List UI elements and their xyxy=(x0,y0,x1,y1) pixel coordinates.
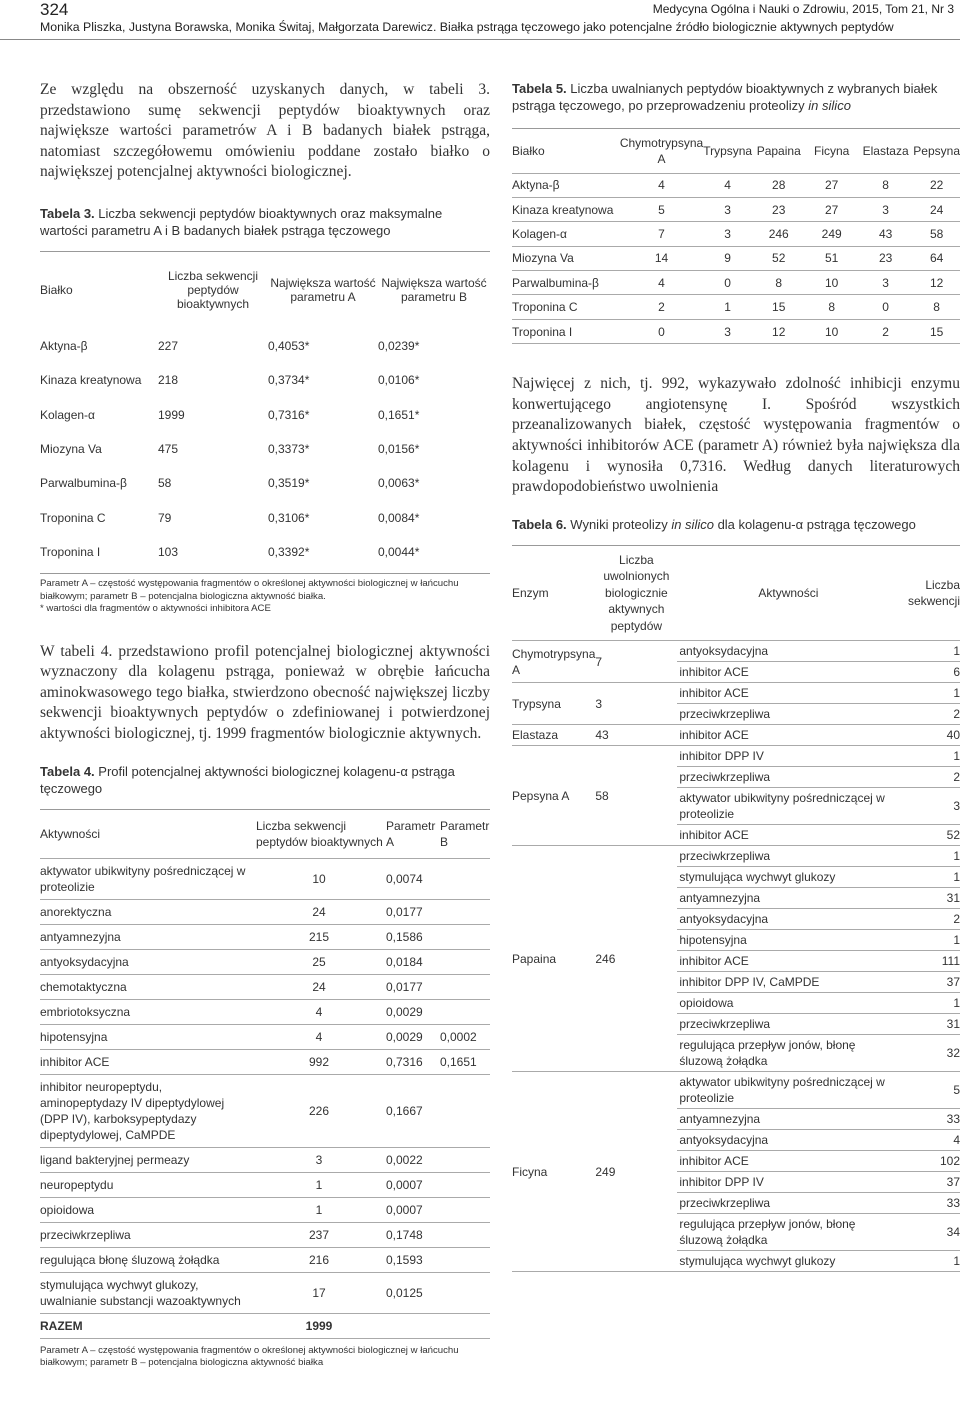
table-5 xyxy=(512,129,960,344)
t5-cell: 4 xyxy=(620,271,703,295)
t3-cell: 0,0106* xyxy=(378,373,420,388)
t6-activity: regulująca przepływ jonów, błonę śluzową żołądka xyxy=(677,1214,899,1251)
t6-seq-count: 1 xyxy=(899,641,960,662)
t3-cell: 0,0044* xyxy=(378,544,420,559)
t4-cell: 0,0184 xyxy=(386,949,440,974)
t5-header-ficin: Ficyna xyxy=(805,129,858,173)
table4-caption xyxy=(40,763,490,797)
left-column xyxy=(40,80,490,1370)
t6-activity: inhibitor ACE xyxy=(677,1151,899,1172)
table-row xyxy=(40,398,490,432)
t4-cell: aktywator ubikwityny pośredniczącej w proteolizie xyxy=(40,858,252,899)
t6-activity: inhibitor ACE xyxy=(677,683,899,704)
t6-activity: przeciwkrzepliwa xyxy=(677,1193,899,1214)
t4-cell: 4 xyxy=(252,1024,386,1049)
t4-cell: 0,0125 xyxy=(386,1272,440,1313)
t6-seq-count: 111 xyxy=(899,951,960,972)
t6-activity: regulująca przepływ jonów, błonę śluzową żołądka xyxy=(677,1035,899,1072)
t4-cell: 216 xyxy=(252,1247,386,1272)
t3-header-b: Największa wartość parametru B xyxy=(381,276,487,305)
t6-seq-count: 1 xyxy=(899,846,960,867)
t4-cell: neuropeptydu xyxy=(40,1172,252,1197)
t6-seq-count: 2 xyxy=(899,704,960,725)
t5-cell: 9 xyxy=(703,246,752,270)
t4-cell: 24 xyxy=(252,899,386,924)
t5-cell: 8 xyxy=(752,271,805,295)
t4-cell xyxy=(440,999,490,1024)
table-row xyxy=(40,535,490,569)
t6-count: 3 xyxy=(595,683,677,725)
table-row xyxy=(40,949,490,974)
t3-cell: 0,3373* xyxy=(268,442,310,456)
paragraph-table4-intro: W tabeli 4. przedstawiono profil potencjalnej biologicznej aktywności wyznaczony dla kolagenu pstrąga, ponieważ w obrębie łańcucha aminokwasowego tego białka, stwierdzono obecność największej liczby sekwencji bioaktywnych peptydów o zdefiniowanej i potwierdzonej aktywności biologicznej, tj. 1999 fragmentów biologicznie aktywnych. xyxy=(40,642,490,742)
t3-cell: 0,0156* xyxy=(378,442,420,456)
t6-seq-count: 33 xyxy=(899,1193,960,1214)
t6-seq-count: 1 xyxy=(899,746,960,767)
t6-enzyme: Chymotrypsyna A xyxy=(512,641,595,683)
t4-cell xyxy=(440,949,490,974)
table-row xyxy=(40,899,490,924)
t6-enzyme: Elastaza xyxy=(512,725,595,746)
t3-header-a: Największa wartość parametru A xyxy=(270,276,376,305)
t3-cell: 0,3519* xyxy=(268,476,310,491)
t6-activity: przeciwkrzepliwa xyxy=(677,704,899,725)
t4-cell: 0,1586 xyxy=(386,924,440,949)
t5-cell: 14 xyxy=(620,246,703,270)
t6-activity: stymulująca wychwyt glukozy xyxy=(677,867,899,888)
t3-cell: Miozyna Va xyxy=(40,442,102,456)
t3-cell: 1999 xyxy=(158,407,185,422)
t6-header-count: Liczba uwolnionych biologicznie aktywnych peptydów xyxy=(595,546,677,641)
t4-cell xyxy=(440,1074,490,1147)
t4-cell xyxy=(440,974,490,999)
t3-cell: 0,3106* xyxy=(268,510,310,525)
t4-cell: 0,1593 xyxy=(386,1247,440,1272)
t5-cell: Kolagen-α xyxy=(512,222,620,246)
table4-note: Parametr A – częstość występowania fragmentów o określonej aktywności biologicznej w łańcuchu białkowym; parametr B – potencjalna biologiczna aktywność białka xyxy=(40,1344,459,1369)
t4-cell: 0,0002 xyxy=(440,1024,490,1049)
table6-label: Tabela 6. xyxy=(512,516,567,532)
t6-seq-count: 40 xyxy=(899,725,960,746)
t6-enzyme: Papaina xyxy=(512,846,595,1072)
t4-cell: anorektyczna xyxy=(40,899,252,924)
t6-seq-count: 33 xyxy=(899,1109,960,1130)
t4-cell: 992 xyxy=(252,1049,386,1074)
t3-cell: 0,7316* xyxy=(268,407,310,422)
t5-cell: 2 xyxy=(620,295,703,319)
t3-cell: 0,4053* xyxy=(268,339,310,354)
t5-cell: 246 xyxy=(752,222,805,246)
table5-caption xyxy=(512,80,960,114)
t4-cell: 0,1667 xyxy=(386,1074,440,1147)
table-row xyxy=(512,1072,960,1109)
table-row xyxy=(40,999,490,1024)
table-row xyxy=(40,500,490,534)
t6-count: 58 xyxy=(595,746,677,846)
table-row xyxy=(512,846,960,867)
t5-cell: 3 xyxy=(858,271,913,295)
t5-cell: Kinaza kreatynowa xyxy=(512,197,620,221)
t6-activity: stymulująca wychwyt glukozy xyxy=(677,1251,899,1272)
t5-cell: Parwalbumina-β xyxy=(512,271,620,295)
t4-cell: 1 xyxy=(252,1197,386,1222)
table-row xyxy=(40,466,490,500)
t6-activity: przeciwkrzepliwa xyxy=(677,1014,899,1035)
t4-cell: 10 xyxy=(252,858,386,899)
t4-cell: hipotensyjna xyxy=(40,1024,252,1049)
t4-cell: 0,0074 xyxy=(386,858,440,899)
t5-cell: 0 xyxy=(858,295,913,319)
t5-cell: 12 xyxy=(913,271,960,295)
t5-cell: 8 xyxy=(805,295,858,319)
t5-cell: 0 xyxy=(620,319,703,343)
page-number: 324 xyxy=(40,0,69,19)
t5-cell: 43 xyxy=(858,222,913,246)
t5-header-elastase: Elastaza xyxy=(858,129,913,173)
t6-seq-count: 34 xyxy=(899,1214,960,1251)
table-3 xyxy=(40,252,490,569)
t5-cell: Aktyna-β xyxy=(512,173,620,197)
t5-cell: 10 xyxy=(805,319,858,343)
table-row xyxy=(40,1197,490,1222)
t5-header-papain: Papaina xyxy=(752,129,805,173)
table-row xyxy=(512,641,960,662)
t6-count: 43 xyxy=(595,725,677,746)
t6-count: 249 xyxy=(595,1072,677,1272)
t6-seq-count: 31 xyxy=(899,1014,960,1035)
t5-cell: 2 xyxy=(858,319,913,343)
t5-cell: 28 xyxy=(752,173,805,197)
t6-activity: aktywator ubikwityny pośredniczącej w proteolizie xyxy=(677,788,899,825)
t6-seq-count: 2 xyxy=(899,909,960,930)
t4-cell: 0,0177 xyxy=(386,974,440,999)
t6-seq-count: 37 xyxy=(899,1172,960,1193)
t5-cell: 0 xyxy=(703,271,752,295)
t4-cell: 17 xyxy=(252,1272,386,1313)
t4-cell: ligand bakteryjnej permeazy xyxy=(40,1147,252,1172)
table-row xyxy=(40,974,490,999)
t4-cell: 0,0007 xyxy=(386,1172,440,1197)
t4-cell xyxy=(440,1172,490,1197)
t4-cell: 24 xyxy=(252,974,386,999)
table-row xyxy=(40,363,490,397)
table-4 xyxy=(40,810,490,1339)
t3-cell: 0,1651* xyxy=(378,407,420,422)
t6-activity: inhibitor DPP IV xyxy=(677,1172,899,1193)
table-row xyxy=(40,1024,490,1049)
t5-cell: 7 xyxy=(620,222,703,246)
t6-activity: przeciwkrzepliwa xyxy=(677,846,899,867)
t3-header-count: Liczba sekwencji peptydów bioaktywnych xyxy=(167,269,259,312)
t4-cell xyxy=(440,1147,490,1172)
t4-total-label: RAZEM xyxy=(40,1313,252,1338)
t5-cell: Troponina I xyxy=(512,319,620,343)
t5-cell: 58 xyxy=(913,222,960,246)
table5-label: Tabela 5. xyxy=(512,81,567,96)
t4-cell: opioidowa xyxy=(40,1197,252,1222)
table3-caption xyxy=(40,205,490,239)
table3-label: Tabela 3. xyxy=(40,205,95,221)
t4-total-value: 1999 xyxy=(252,1313,386,1338)
t3-cell: Troponina C xyxy=(40,510,106,525)
t3-cell: 103 xyxy=(158,544,179,559)
journal-title: Medycyna Ogólna i Nauki o Zdrowiu, 2015, Tom 21, Nr 3 xyxy=(652,2,954,16)
t6-activity: inhibitor ACE xyxy=(677,951,899,972)
t6-seq-count: 6 xyxy=(899,662,960,683)
t5-cell: 8 xyxy=(858,173,913,197)
t3-cell: 227 xyxy=(158,339,179,354)
t3-cell: Parwalbumina-β xyxy=(40,476,127,491)
t6-activity: antyamnezyjna xyxy=(677,1109,899,1130)
t4-cell: embriotoksyczna xyxy=(40,999,252,1024)
t3-cell: 0,3734* xyxy=(268,373,310,388)
t6-seq-count: 102 xyxy=(899,1151,960,1172)
t4-cell: przeciwkrzepliwa xyxy=(40,1222,252,1247)
table5-caption-text: Liczba uwalnianych peptydów bioaktywnych z wybranych białek pstrąga tęczowego, po przeprowadzeniu proteolizy xyxy=(512,81,938,113)
t4-cell xyxy=(440,1197,490,1222)
t4-cell: 25 xyxy=(252,949,386,974)
t5-cell: 3 xyxy=(703,319,752,343)
t4-header-b: Parametr B xyxy=(440,810,490,859)
table-row xyxy=(40,432,490,466)
t6-activity: antyoksydacyjna xyxy=(677,641,899,662)
t3-cell: 475 xyxy=(158,442,179,456)
table4-caption-text: Profil potencjalnej aktywności biologicznej kolagenu-α pstrąga tęczowego xyxy=(40,763,455,796)
table-row xyxy=(40,1272,490,1313)
t4-cell: 1 xyxy=(252,1172,386,1197)
t5-cell: 27 xyxy=(805,173,858,197)
t6-header-enzyme: Enzym xyxy=(512,546,595,641)
t3-cell: 218 xyxy=(158,373,179,388)
t3-cell: 0,0084* xyxy=(378,510,420,525)
t5-cell: 12 xyxy=(752,319,805,343)
t6-seq-count: 32 xyxy=(899,1035,960,1072)
t5-cell: 249 xyxy=(805,222,858,246)
t4-cell xyxy=(440,1247,490,1272)
t5-cell: 24 xyxy=(913,197,960,221)
paragraph-intro: Ze względu na obszerność uzyskanych danych, w tabeli 3. przedstawiono sumę sekwencji peptydów bioaktywnych oraz największe wartości parametrów A i B badanych białek pstrąga, natomiast szczegółowemu omówieniu poddane zostało białko o największej potencjalnej aktywności biologicznej. xyxy=(40,81,490,181)
t6-activity: inhibitor ACE xyxy=(677,725,899,746)
table-row xyxy=(512,746,960,767)
t4-cell: antyamnezyjna xyxy=(40,924,252,949)
t6-activity: inhibitor ACE xyxy=(677,662,899,683)
t6-activity: hipotensyjna xyxy=(677,930,899,951)
t6-activity: inhibitor DPP IV, CaMPDE xyxy=(677,972,899,993)
t4-cell: 0,0177 xyxy=(386,899,440,924)
table-row xyxy=(40,1147,490,1172)
t5-header-protein: Białko xyxy=(512,129,620,173)
t4-cell: 4 xyxy=(252,999,386,1024)
t5-cell: 15 xyxy=(752,295,805,319)
t4-header-a: Parametr A xyxy=(386,810,440,859)
t4-cell: chemotaktyczna xyxy=(40,974,252,999)
table-total-row xyxy=(40,1313,490,1338)
t4-cell: regulująca błonę śluzową żołądka xyxy=(40,1247,252,1272)
t4-header-activity: Aktywności xyxy=(40,810,252,859)
t6-seq-count: 1 xyxy=(899,683,960,704)
table3-note-asterisk: * wartości dla fragmentów o aktywności inhibitora ACE xyxy=(40,603,271,615)
table-row xyxy=(512,222,960,246)
t4-cell: 0,0029 xyxy=(386,999,440,1024)
t4-cell: 0,1748 xyxy=(386,1222,440,1247)
table3-note-params: Parametr A – częstość występowania fragmentów o określonej aktywności biologicznej w łańcuchu białkowym; parametr B – potencjalna biologiczna aktywność białka. xyxy=(40,578,459,602)
t3-cell: Aktyna-β xyxy=(40,339,88,354)
t5-cell: 64 xyxy=(913,246,960,270)
t4-cell xyxy=(440,1222,490,1247)
t5-cell: 23 xyxy=(752,197,805,221)
t6-seq-count: 1 xyxy=(899,1251,960,1272)
t5-header-chymotrypsin: Chymotrypsyna A xyxy=(620,129,703,173)
table-row xyxy=(40,1172,490,1197)
t4-cell: stymulująca wychwyt glukozy, uwalnianie substancji wazoaktywnych xyxy=(40,1272,252,1313)
table3-caption-text: Liczba sekwencji peptydów bioaktywnych oraz maksymalne wartości parametru A i B badanych białek pstrąga tęczowego xyxy=(40,205,443,238)
table-row xyxy=(40,1222,490,1247)
table6-caption-post: dla kolagenu-α pstrąga tęczowego xyxy=(713,516,916,532)
t6-activity: inhibitor DPP IV xyxy=(677,746,899,767)
t6-activity: antyoksydacyjna xyxy=(677,909,899,930)
t4-cell: antyoksydacyjna xyxy=(40,949,252,974)
t5-cell: 51 xyxy=(805,246,858,270)
t3-cell: 0,3392* xyxy=(268,544,310,559)
t6-seq-count: 1 xyxy=(899,930,960,951)
table-row xyxy=(40,1074,490,1147)
t4-cell xyxy=(440,899,490,924)
table-row xyxy=(512,197,960,221)
t6-enzyme: Ficyna xyxy=(512,1072,595,1272)
table-row xyxy=(512,173,960,197)
t5-cell: 10 xyxy=(805,271,858,295)
t5-cell: 3 xyxy=(703,222,752,246)
t5-header-pepsin: Pepsyna xyxy=(913,129,960,173)
table6-caption-italic: in silico xyxy=(671,516,714,532)
t3-cell: Kolagen-α xyxy=(40,407,95,422)
t6-activity: antyoksydacyjna xyxy=(677,1130,899,1151)
t6-header-activity: Aktywności xyxy=(677,546,899,641)
t5-cell: 3 xyxy=(858,197,913,221)
t4-cell: inhibitor neuropeptydu, aminopeptydazy IV dipeptydylowej (DPP IV), karboksypeptydazy dipeptydylowej, CaMPDE xyxy=(40,1074,252,1147)
t6-activity: przeciwkrzepliwa xyxy=(677,767,899,788)
t6-seq-count: 1 xyxy=(899,993,960,1014)
t6-seq-count: 3 xyxy=(899,788,960,825)
t5-cell: 22 xyxy=(913,173,960,197)
table-row xyxy=(40,858,490,899)
header-divider xyxy=(0,39,960,40)
t5-cell: 3 xyxy=(703,197,752,221)
t6-count: 7 xyxy=(595,641,677,683)
t5-header-trypsin: Trypsyna xyxy=(703,129,752,173)
t6-seq-count: 4 xyxy=(899,1130,960,1151)
t5-cell: 8 xyxy=(913,295,960,319)
table-6 xyxy=(512,546,960,1273)
t5-cell: 15 xyxy=(913,319,960,343)
table-row xyxy=(512,295,960,319)
t6-seq-count: 52 xyxy=(899,825,960,846)
t6-activity: aktywator ubikwityny pośredniczącej w proteolizie xyxy=(677,1072,899,1109)
t4-cell xyxy=(440,858,490,899)
t5-cell: Miozyna Va xyxy=(512,246,620,270)
t4-cell xyxy=(440,1272,490,1313)
t4-header-count: Liczba sekwencji peptydów bioaktywnych xyxy=(252,810,386,859)
t3-cell: 58 xyxy=(158,476,172,491)
t4-cell: 0,0007 xyxy=(386,1197,440,1222)
t4-cell: 215 xyxy=(252,924,386,949)
t4-cell: 0,7316 xyxy=(386,1049,440,1074)
t4-cell: 3 xyxy=(252,1147,386,1172)
t5-cell: Troponina C xyxy=(512,295,620,319)
t6-count: 246 xyxy=(595,846,677,1072)
t4-cell: inhibitor ACE xyxy=(40,1049,252,1074)
t6-seq-count: 37 xyxy=(899,972,960,993)
paragraph-ace: Najwięcej z nich, tj. 992, wykazywało zdolność inhibicji enzymu konwertującego angiotensynę I. Spośród wszystkich przeanalizowanych białek, częstość występowania fragmentów o aktywności inhibitorów ACE (parametr A) również była największa dla kolagenu i wynosiła 0,7316. Według danych literaturowych prawdopodobieństwo uwolnienia xyxy=(512,375,960,496)
table-row xyxy=(512,725,960,746)
t4-cell: 0,0022 xyxy=(386,1147,440,1172)
table-row xyxy=(40,329,490,363)
t5-cell: 1 xyxy=(703,295,752,319)
t3-cell: Troponina I xyxy=(40,544,101,559)
t4-cell: 0,1651 xyxy=(440,1049,490,1074)
table-row xyxy=(40,1049,490,1074)
t5-cell: 5 xyxy=(620,197,703,221)
t3-header-protein: Białko xyxy=(40,283,73,298)
table-row xyxy=(512,271,960,295)
table-row xyxy=(512,246,960,270)
t6-activity: antyamnezyjna xyxy=(677,888,899,909)
t6-activity: opioidowa xyxy=(677,993,899,1014)
table6-caption xyxy=(512,516,960,533)
table-row xyxy=(512,683,960,704)
t4-cell: 226 xyxy=(252,1074,386,1147)
t3-cell: 79 xyxy=(158,510,172,525)
t4-cell: 237 xyxy=(252,1222,386,1247)
t6-seq-count: 2 xyxy=(899,767,960,788)
table-row xyxy=(40,924,490,949)
t4-cell: 0,0029 xyxy=(386,1024,440,1049)
article-authors-title: Monika Pliszka, Justyna Borawska, Monika Świtaj, Małgorzata Darewicz. Białka pstrąga tęczowego jako potencjalne źródło biologicznie aktywnych peptydów xyxy=(40,20,894,34)
t5-cell: 4 xyxy=(620,173,703,197)
t6-header-seq: Liczba sekwencji xyxy=(899,546,960,641)
t3-cell: 0,0239* xyxy=(378,339,420,354)
right-column xyxy=(512,80,960,1272)
t6-activity: inhibitor ACE xyxy=(677,825,899,846)
t6-seq-count: 31 xyxy=(899,888,960,909)
t5-cell: 52 xyxy=(752,246,805,270)
t4-cell xyxy=(440,924,490,949)
t3-cell: 0,0063* xyxy=(378,476,420,491)
t5-cell: 27 xyxy=(805,197,858,221)
t5-cell: 4 xyxy=(703,173,752,197)
t6-seq-count: 1 xyxy=(899,867,960,888)
table5-caption-italic: in silico xyxy=(808,98,851,113)
t3-cell: Kinaza kreatynowa xyxy=(40,373,142,388)
table-row xyxy=(512,319,960,343)
t6-enzyme: Trypsyna xyxy=(512,683,595,725)
table4-label: Tabela 4. xyxy=(40,763,95,779)
t5-cell: 23 xyxy=(858,246,913,270)
table-row xyxy=(40,1247,490,1272)
t6-enzyme: Pepsyna A xyxy=(512,746,595,846)
table6-caption-pre: Wyniki proteolizy xyxy=(566,516,672,532)
t6-seq-count: 5 xyxy=(899,1072,960,1109)
